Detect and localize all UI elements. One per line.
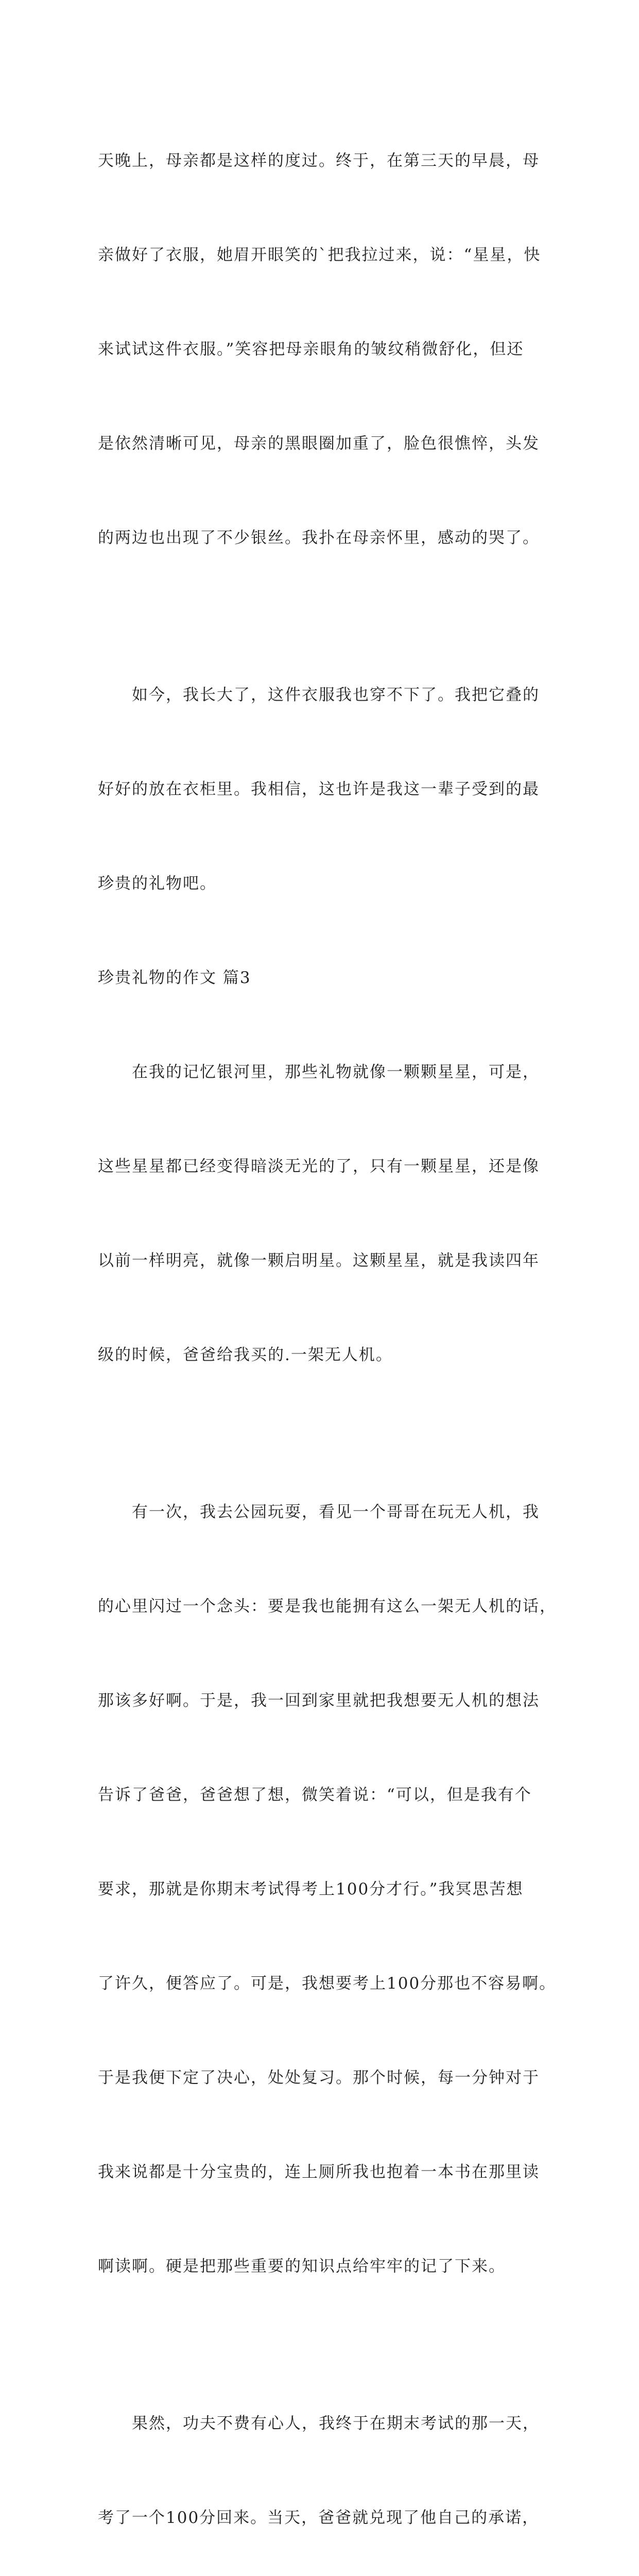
text-line: 于是我便下定了决心，处处复习。那个时候，每一分钟对于 <box>98 2069 540 2087</box>
text-line: 在我的记忆银河里，那些礼物就像一颗颗星星，可是， <box>98 1063 540 1081</box>
text-line: 我来说都是十分宝贵的，连上厕所我也抱着一本书在那里读 <box>98 2163 540 2181</box>
text-line: 珍贵的礼物吧。 <box>98 874 217 893</box>
paragraph <box>98 994 543 1434</box>
text-line: 如今，我长大了，这件衣服我也穿不下了。我把它叠的 <box>98 686 540 704</box>
paragraph <box>98 617 543 962</box>
paragraph <box>98 2345 543 2576</box>
text-line: 以前一样明亮，就像一颗启明星。这颗星星，就是我读四年 <box>98 1251 540 1270</box>
text-line: 啊读啊。硬是把那些重要的知识点给牢牢的记了下来。 <box>98 2257 506 2276</box>
paragraph <box>98 1434 557 2345</box>
section-heading: 珍贵礼物的作文 篇3 <box>98 969 251 987</box>
text-line: 是依然清晰可见，母亲的黑眼圈加重了，脸色很憔悴，头发 <box>98 434 540 453</box>
document-body <box>98 82 557 2576</box>
text-line: 来试试这件衣服。”笑容把母亲眼角的皱纹稍微舒化，但还 <box>98 340 524 359</box>
text-line: 那该多好啊。于是，我一回到家里就把我想要无人机的想法 <box>98 1691 540 1710</box>
text-line: 要求，那就是你期末考试得考上100分才行。”我冥思苦想 <box>98 1880 524 1899</box>
text-line: 级的时候，爸爸给我买的.一架无人机。 <box>98 1346 393 1364</box>
text-line: 这些星星都已经变得暗淡无光的了，只有一颗星星，还是像 <box>98 1157 540 1176</box>
text-line: 告诉了爸爸，爸爸想了想，微笑着说：“可以，但是我有个 <box>98 1786 532 1804</box>
paragraph <box>98 82 543 617</box>
text-line: 了许久，便答应了。可是，我想要考上100分那也不容易啊。 <box>98 1974 557 1993</box>
text-line: 的心里闪过一个念头：要是我也能拥有这么一架无人机的话， <box>98 1597 557 1616</box>
text-line: 天晚上，母亲都是这样的度过。终于，在第三天的早晨，母 <box>98 151 540 170</box>
text-line: 的两边也出现了不少银丝。我扑在母亲怀里，感动的哭了。 <box>98 529 540 547</box>
text-line: 好好的放在衣柜里。我相信，这也许是我这一辈子受到的最 <box>98 780 540 799</box>
text-line: 考了一个100分回来。当天，爸爸就兑现了他自己的承诺， <box>98 2509 540 2527</box>
text-line: 有一次，我去公园玩耍，看见一个哥哥在玩无人机，我 <box>98 1503 540 1521</box>
text-line: 亲做好了衣服，她眉开眼笑的`把我拉过来，说：“星星，快 <box>98 246 541 264</box>
text-line: 果然，功夫不费有心人，我终于在期末考试的那一天， <box>98 2414 540 2433</box>
